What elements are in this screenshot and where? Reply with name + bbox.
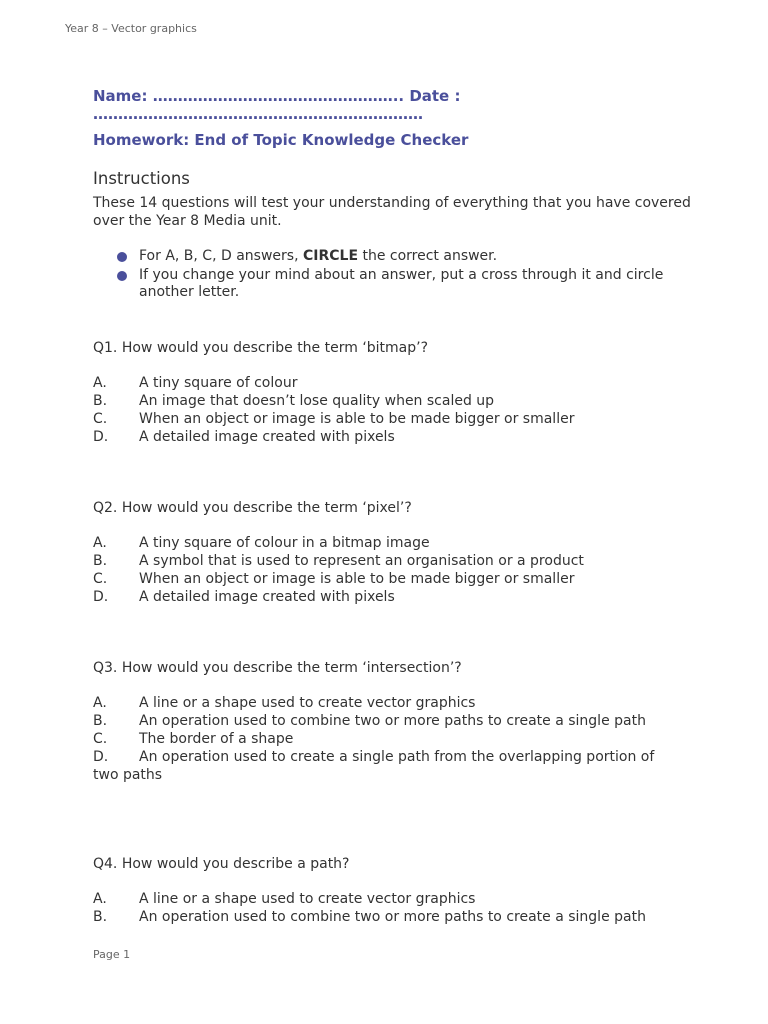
option-letter: B.	[93, 552, 108, 569]
option-text: An image that doesn’t lose quality when scaled up	[139, 392, 495, 409]
answer-option	[93, 534, 693, 552]
option-text: An operation used to create a single path from the overlapping portion of	[139, 748, 655, 765]
option-letter: C.	[93, 730, 108, 747]
option-text: An operation used to combine two or more paths to create a single path	[139, 908, 646, 925]
answer-option	[93, 748, 693, 766]
answer-option	[93, 374, 693, 392]
option-letter: B.	[93, 392, 108, 409]
option-letter: A.	[93, 374, 107, 391]
answer-option	[93, 890, 693, 908]
option-text: When an object or image is able to be made bigger or smaller	[139, 570, 575, 587]
answer-option	[93, 392, 693, 410]
option-letter: A.	[93, 534, 107, 551]
answer-option	[93, 552, 693, 570]
answer-option	[93, 694, 693, 712]
option-letter: C.	[93, 410, 108, 427]
question-text: Q3. How would you describe the term ‘intersection’?	[93, 659, 462, 676]
instruction-text-post: the correct answer.	[358, 248, 498, 264]
question-3	[93, 659, 693, 784]
question-text: Q2. How would you describe the term ‘pixel’?	[93, 499, 412, 516]
instruction-text-pre: For A, B, C, D answers,	[139, 248, 303, 264]
answer-option	[93, 908, 693, 926]
answer-option	[93, 570, 693, 588]
instruction-item	[93, 267, 693, 302]
instruction-item	[93, 248, 693, 266]
name-date-line: Name: ………………………………………….. Date :	[93, 87, 461, 105]
question-text: Q1. How would you describe the term ‘bitmap’?	[93, 339, 429, 356]
option-text: A line or a shape used to create vector graphics	[139, 890, 476, 907]
instruction-text-bold: CIRCLE	[302, 248, 359, 264]
option-text: A detailed image created with pixels	[139, 588, 395, 605]
answer-option	[93, 588, 693, 606]
option-text: A tiny square of colour	[139, 374, 298, 391]
question-text: Q4. How would you describe a path?	[93, 855, 350, 872]
bullet-dot-icon	[117, 271, 127, 281]
option-text: A symbol that is used to represent an organisation or a product	[139, 552, 584, 569]
option-text: An operation used to combine two or more paths to create a single path	[139, 712, 646, 729]
page-number: Page 1	[93, 948, 131, 961]
option-letter: A.	[93, 890, 107, 907]
name-date-dots: …………………………………………………………	[93, 105, 423, 123]
option-text: When an object or image is able to be made bigger or smaller	[139, 410, 575, 427]
instructions-intro: These 14 questions will test your understanding of everything that you have covered over the Year 8 Media unit.	[93, 195, 691, 229]
question-4	[93, 855, 693, 926]
answer-option	[93, 712, 693, 730]
option-letter: B.	[93, 908, 108, 925]
homework-title: Homework: End of Topic Knowledge Checker	[93, 131, 469, 149]
answer-options	[93, 374, 693, 446]
document-body	[93, 87, 693, 926]
answer-option	[93, 410, 693, 428]
answer-option	[93, 428, 693, 446]
option-letter: C.	[93, 570, 108, 587]
running-header: Year 8 – Vector graphics	[65, 22, 197, 35]
instruction-text: If you change your mind about an answer, put a cross through it and circle another letter.	[139, 266, 664, 300]
answer-options	[93, 890, 693, 926]
option-letter: D.	[93, 428, 109, 445]
answer-options	[93, 534, 693, 606]
option-letter: A.	[93, 694, 107, 711]
option-text: A tiny square of colour in a bitmap image	[139, 534, 430, 551]
instructions-list	[93, 248, 693, 302]
answer-option-continuation: two paths	[93, 766, 163, 783]
option-letter: D.	[93, 588, 109, 605]
option-letter: B.	[93, 712, 108, 729]
answer-options	[93, 694, 693, 784]
question-2	[93, 499, 693, 606]
answer-option	[93, 730, 693, 748]
option-text: A detailed image created with pixels	[139, 428, 395, 445]
instructions-heading: Instructions	[93, 169, 190, 188]
bullet-dot-icon	[117, 252, 127, 262]
option-letter: D.	[93, 748, 109, 765]
option-text: The border of a shape	[139, 730, 294, 747]
question-1	[93, 339, 693, 446]
option-text: A line or a shape used to create vector graphics	[139, 694, 476, 711]
